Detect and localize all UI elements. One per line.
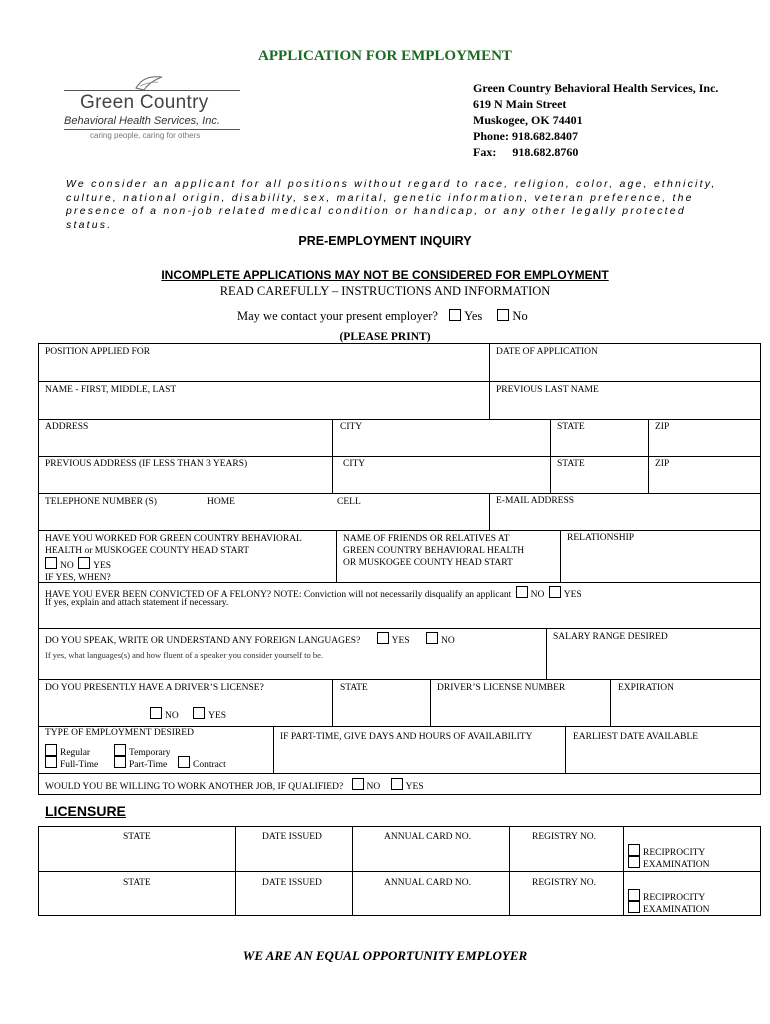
contact-no-checkbox[interactable]	[497, 309, 509, 321]
previous-state-label: STATE	[557, 459, 585, 469]
worked-before-question: HAVE YOU WORKED FOR GREEN COUNTRY BEHAVIORAL HEALTH or MUSKOGEE COUNTY HEAD START NO YES IF YES, WHEN?	[45, 534, 302, 583]
languages-no-checkbox[interactable]	[426, 632, 438, 644]
company-fax: Fax: 918.682.8760	[473, 145, 579, 159]
expiration-input[interactable]	[611, 697, 758, 725]
examination-option-2: EXAMINATION	[628, 901, 710, 915]
expiration-label: EXPIRATION	[618, 683, 674, 693]
license-number-input[interactable]	[431, 697, 609, 725]
languages-question: DO YOU SPEAK, WRITE OR UNDERSTAND ANY FOREIGN LANGUAGES? YES NO	[45, 632, 455, 646]
regular-checkbox[interactable]	[45, 744, 57, 756]
licensure-heading: LICENSURE	[45, 803, 126, 819]
felony-question: HAVE YOU EVER BEEN CONVICTED OF A FELONY? NOTE: Conviction will not necessarily disqualify an applicant NO YES	[45, 586, 582, 600]
part-time-availability-label: IF PART-TIME, GIVE DAYS AND HOURS OF AVAILABILITY	[280, 732, 533, 742]
name-input[interactable]	[39, 398, 488, 418]
company-city: Muskogee, OK 74401	[473, 113, 583, 127]
read-carefully: READ CAREFULLY – INSTRUCTIONS AND INFORMATION	[219, 284, 551, 298]
incomplete-notice: INCOMPLETE APPLICATIONS MAY NOT BE CONSIDERED FOR EMPLOYMENT	[161, 268, 609, 282]
company-name: Green Country Behavioral Health Services, Inc.	[473, 81, 719, 95]
felony-explain: If yes, explain and attach statement if necessary.	[45, 598, 229, 608]
state-label: STATE	[557, 422, 585, 432]
part-time-option: Part-Time	[112, 756, 167, 770]
licensure-state-label-1: STATE	[123, 832, 151, 842]
part-time-availability-input[interactable]	[274, 746, 564, 772]
salary-range-input[interactable]	[547, 646, 758, 678]
city-input[interactable]	[333, 435, 549, 455]
email-label: E-MAIL ADDRESS	[496, 496, 575, 506]
previous-address-label: PREVIOUS ADDRESS (IF LESS THAN 3 YEARS)	[45, 459, 248, 469]
email-input[interactable]	[490, 509, 758, 529]
company-address	[473, 80, 718, 160]
registry-label-1: REGISTRY NO.	[532, 832, 597, 842]
contact-employer-question: May we contact your present employer? Yes No	[237, 309, 528, 323]
earliest-date-label: EARLIEST DATE AVAILABLE	[573, 732, 699, 742]
earliest-date-input[interactable]	[566, 746, 758, 772]
annual-card-label-2: ANNUAL CARD NO.	[384, 878, 471, 888]
another-job-no-checkbox[interactable]	[352, 778, 364, 790]
languages-explain: If yes, what languages(s) and how fluent of a speaker you consider yourself to be.	[45, 650, 324, 660]
telephone-label: TELEPHONE NUMBER (S)	[45, 497, 157, 507]
name-label: NAME - FIRST, MIDDLE, LAST	[45, 385, 177, 395]
felony-no-checkbox[interactable]	[516, 586, 528, 598]
full-time-checkbox[interactable]	[45, 756, 57, 768]
pre-employment-heading: PRE-EMPLOYMENT INQUIRY	[298, 234, 472, 248]
previous-zip-label: ZIP	[655, 459, 670, 469]
license-no-checkbox[interactable]	[150, 707, 162, 719]
date-issued-label-2: DATE ISSUED	[262, 878, 322, 888]
temporary-option: Temporary	[112, 744, 171, 758]
examination-checkbox-1[interactable]	[628, 856, 640, 868]
previous-address-input[interactable]	[39, 472, 331, 492]
previous-last-name-input[interactable]	[490, 398, 758, 418]
reciprocity-option-1: RECIPROCITY	[628, 844, 705, 858]
licensure-state-label-2: STATE	[123, 878, 151, 888]
zip-input[interactable]	[649, 435, 758, 455]
date-issued-label-1: DATE ISSUED	[262, 832, 322, 842]
drivers-license-question: DO YOU PRESENTLY HAVE A DRIVER’S LICENSE?	[45, 683, 264, 693]
license-state-input[interactable]	[333, 697, 429, 725]
page-title: APPLICATION FOR EMPLOYMENT	[258, 48, 512, 64]
position-applied-input[interactable]	[39, 360, 488, 380]
previous-city-input[interactable]	[333, 472, 549, 492]
another-job-question: WOULD YOU BE WILLING TO WORK ANOTHER JOB, IF QUALIFIED? NO YES	[45, 778, 424, 792]
zip-label: ZIP	[655, 422, 670, 432]
languages-yes-checkbox[interactable]	[377, 632, 389, 644]
address-label: ADDRESS	[45, 422, 89, 432]
cell-phone-label: CELL	[337, 497, 361, 507]
relationship-input[interactable]	[561, 547, 758, 581]
home-phone-input[interactable]	[240, 496, 330, 528]
company-logo	[64, 74, 244, 144]
reciprocity-checkbox-1[interactable]	[628, 844, 640, 856]
disclaimer-text: We consider an applicant for all positions without regard to race, religion, color, age, ethnicity, culture, national origin, disability, sex, marital, genetic information, veteran preference, the presence of a non-job related medical condition or handicap, or any other legally protected status.	[66, 178, 717, 231]
equal-opportunity-footer: WE ARE AN EQUAL OPPORTUNITY EMPLOYER	[242, 948, 528, 963]
employment-type-label: TYPE OF EMPLOYMENT DESIRED	[45, 728, 194, 738]
home-phone-label: HOME	[207, 497, 235, 507]
company-street: 619 N Main Street	[473, 97, 567, 111]
examination-option-1: EXAMINATION	[628, 856, 710, 870]
worked-yes-checkbox[interactable]	[78, 557, 90, 569]
date-of-application-label: DATE OF APPLICATION	[496, 347, 598, 357]
license-options: NO YES	[148, 707, 226, 721]
examination-checkbox-2[interactable]	[628, 901, 640, 913]
another-job-yes-checkbox[interactable]	[391, 778, 403, 790]
relationship-label: RELATIONSHIP	[567, 533, 635, 543]
regular-option: Regular	[45, 744, 90, 758]
contract-option: Contract	[176, 756, 226, 770]
full-time-option: Full-Time	[45, 756, 98, 770]
logo-name: Green Country	[80, 92, 209, 113]
company-phone: Phone: 918.682.8407	[473, 129, 578, 143]
reciprocity-option-2: RECIPROCITY	[628, 889, 705, 903]
felony-yes-checkbox[interactable]	[549, 586, 561, 598]
position-applied-label: POSITION APPLIED FOR	[45, 347, 151, 357]
registry-label-2: REGISTRY NO.	[532, 878, 597, 888]
logo-tagline: caring people, caring for others	[90, 131, 201, 140]
contact-yes-checkbox[interactable]	[449, 309, 461, 321]
contract-checkbox[interactable]	[178, 756, 190, 768]
city-label: CITY	[340, 422, 363, 432]
date-of-application-input[interactable]	[490, 360, 758, 380]
license-number-label: DRIVER’S LICENSE NUMBER	[437, 683, 566, 693]
license-yes-checkbox[interactable]	[193, 707, 205, 719]
friends-relatives-label: NAME OF FRIENDS OR RELATIVES AT GREEN COUNTRY BEHAVIORAL HEALTH OR MUSKOGEE COUNTY HEAD START	[343, 534, 525, 568]
address-input[interactable]	[39, 435, 331, 455]
reciprocity-checkbox-2[interactable]	[628, 889, 640, 901]
state-input[interactable]	[551, 435, 647, 455]
worked-no-checkbox[interactable]	[45, 557, 57, 569]
part-time-checkbox[interactable]	[114, 756, 126, 768]
previous-zip-input[interactable]	[649, 472, 758, 492]
temporary-checkbox[interactable]	[114, 744, 126, 756]
previous-city-label: CITY	[343, 459, 366, 469]
license-state-label: STATE	[340, 683, 368, 693]
previous-state-input[interactable]	[551, 472, 647, 492]
cell-phone-input[interactable]	[366, 496, 486, 528]
annual-card-label-1: ANNUAL CARD NO.	[384, 832, 471, 842]
salary-range-label: SALARY RANGE DESIRED	[553, 632, 668, 642]
please-print: (PLEASE PRINT)	[339, 331, 431, 343]
logo-sub: Behavioral Health Services, Inc.	[64, 115, 220, 127]
previous-last-name-label: PREVIOUS LAST NAME	[496, 385, 599, 395]
